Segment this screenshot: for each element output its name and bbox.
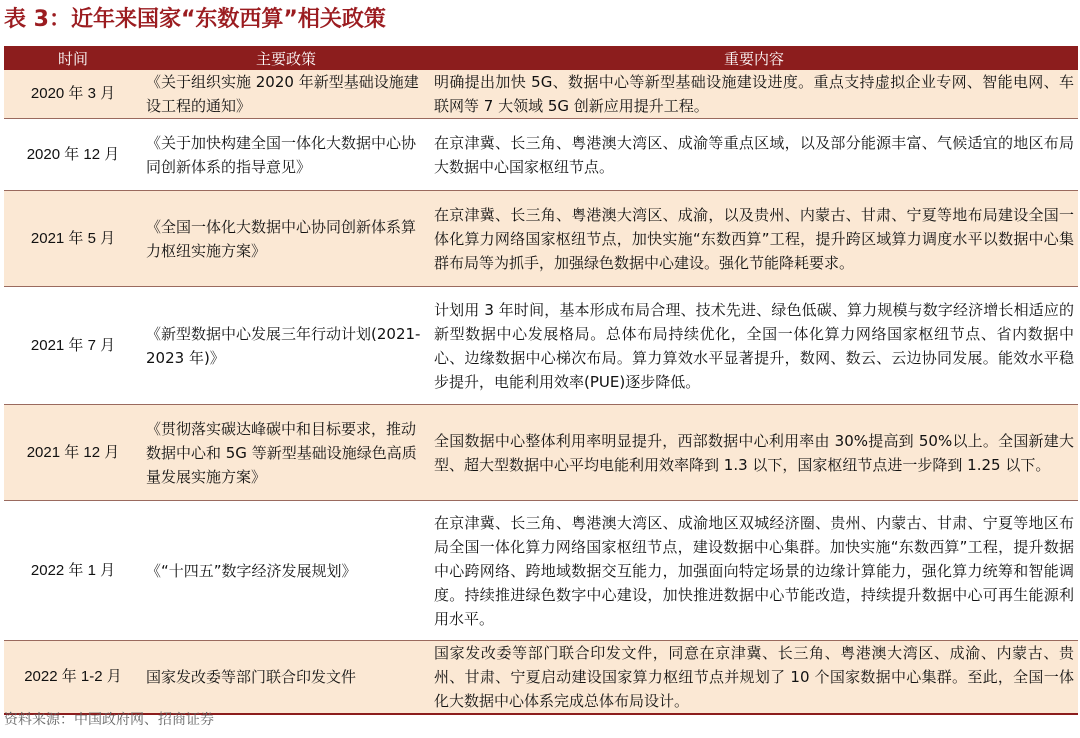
source-note: 资料来源：中国政府网、招商证券 [4, 712, 214, 728]
row-policy: 《关于加快构建全国一体化大数据中心协同创新体系的指导意见》 [142, 119, 430, 191]
table-row [4, 191, 1078, 287]
table-row [4, 70, 1078, 119]
row-policy: 《贯彻落实碳达峰碳中和目标要求，推动数据中心和 5G 等新型基础设施绿色高质量发展实施方案》 [142, 405, 430, 501]
row-policy: 《“十四五”数字经济发展规划》 [142, 501, 430, 641]
table-header-row [4, 46, 1078, 70]
row-content: 全国数据中心整体利用率明显提升，西部数据中心利用率由 30%提高到 50%以上。全国新建大型、超大型数据中心平均电能利用效率降到 1.3 以下，国家枢纽节点进一步降到 1.25 以下。 [430, 405, 1078, 501]
row-time: 2021 年 7 月 [4, 287, 142, 405]
policy-table [4, 46, 1078, 715]
row-time: 2022 年 1 月 [4, 501, 142, 641]
row-content: 在京津冀、长三角、粤港澳大湾区、成渝，以及贵州、内蒙古、甘肃、宁夏等地布局建设全国一体化算力网络国家枢纽节点，加快实施“东数西算”工程，提升跨区域算力调度水平以数据中心集群布局等为抓手，加强绿色数据中心建设。强化节能降耗要求。 [430, 191, 1078, 287]
row-content: 在京津冀、长三角、粤港澳大湾区、成渝地区双城经济圈、贵州、内蒙古、甘肃、宁夏等地区布局全国一体化算力网络国家枢纽节点，建设数据中心集群。加快实施“东数西算”工程，提升数据中心跨网络、跨地域数据交互能力，加强面向特定场景的边缘计算能力，强化算力统筹和智能调度。持续推进绿色数字中心建设，加快推进数据中心节能改造，持续提升数据中心可再生能源利用水平。 [430, 501, 1078, 641]
row-content: 国家发改委等部门联合印发文件，同意在京津冀、长三角、粤港澳大湾区、成渝、内蒙古、贵州、甘肃、宁夏启动建设国家算力枢纽节点并规划了 10 个国家数据中心集群。至此，全国一体化大数据中心体系完成总体布局设计。 [430, 641, 1078, 715]
row-time: 2020 年 12 月 [4, 119, 142, 191]
row-policy: 《全国一体化大数据中心协同创新体系算力枢纽实施方案》 [142, 191, 430, 287]
table-row [4, 119, 1078, 191]
row-time: 2022 年 1-2 月 [4, 641, 142, 715]
row-time: 2021 年 12 月 [4, 405, 142, 501]
table-row [4, 287, 1078, 405]
row-policy: 《新型数据中心发展三年行动计划(2021-2023 年)》 [142, 287, 430, 405]
header-policy: 主要政策 [142, 46, 430, 70]
header-content: 重要内容 [430, 46, 1078, 70]
row-time: 2020 年 3 月 [4, 70, 142, 119]
row-content: 在京津冀、长三角、粤港澳大湾区、成渝等重点区域，以及部分能源丰富、气候适宜的地区布局大数据中心国家枢纽节点。 [430, 119, 1078, 191]
row-policy: 国家发改委等部门联合印发文件 [142, 641, 430, 715]
row-time: 2021 年 5 月 [4, 191, 142, 287]
row-policy: 《关于组织实施 2020 年新型基础设施建设工程的通知》 [142, 70, 430, 119]
table-title: 表 3：近年来国家“东数西算”相关政策 [4, 7, 386, 32]
row-content: 计划用 3 年时间，基本形成布局合理、技术先进、绿色低碳、算力规模与数字经济增长相适应的新型数据中心发展格局。总体布局持续优化，全国一体化算力网络国家枢纽节点、省内数据中心、边缘数据中心梯次布局。算力算效水平显著提升，数网、数云、云边协同发展。能效水平稳步提升，电能利用效率(PUE)逐步降低。 [430, 287, 1078, 405]
table-row [4, 501, 1078, 641]
table-row [4, 405, 1078, 501]
table-row [4, 641, 1078, 715]
row-content: 明确提出加快 5G、数据中心等新型基础设施建设进度。重点支持虚拟企业专网、智能电网、车联网等 7 大领域 5G 创新应用提升工程。 [430, 70, 1078, 119]
header-time: 时间 [4, 46, 142, 70]
